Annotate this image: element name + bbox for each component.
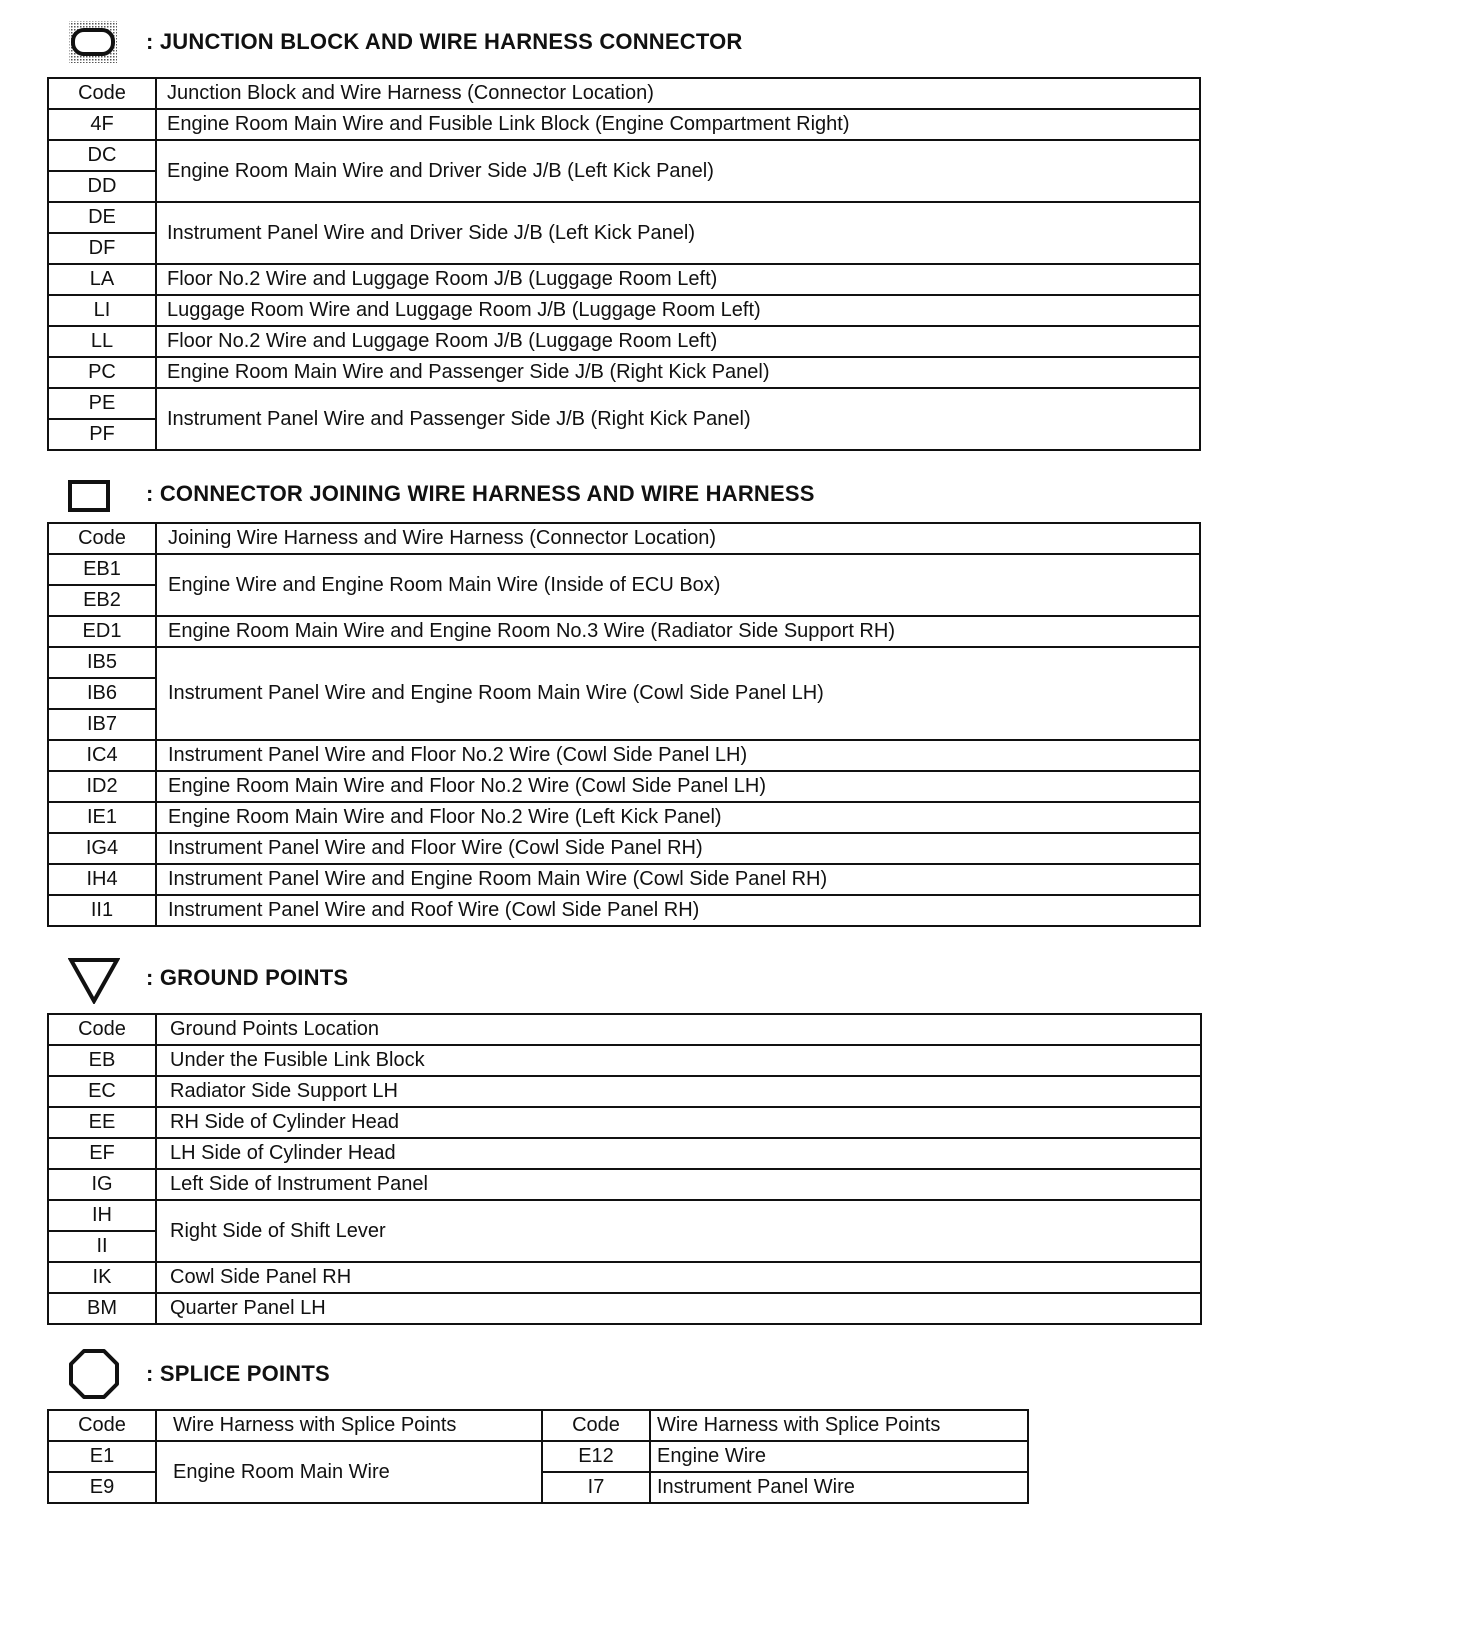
header-code: Code bbox=[48, 1014, 156, 1045]
row-description: Engine Room Main Wire bbox=[156, 1441, 542, 1503]
table-row bbox=[48, 1107, 1201, 1138]
table-row bbox=[48, 202, 1200, 233]
row-code: DE bbox=[48, 202, 156, 233]
ground-section-header bbox=[68, 952, 348, 1004]
row-description: Instrument Panel Wire and Driver Side J/B (Left Kick Panel) bbox=[156, 202, 1200, 264]
row-description: Instrument Panel Wire and Engine Room Main Wire (Cowl Side Panel RH) bbox=[156, 864, 1200, 895]
row-code: DD bbox=[48, 171, 156, 202]
row-description: Radiator Side Support LH bbox=[156, 1076, 1201, 1107]
row-code: IG4 bbox=[48, 833, 156, 864]
row-description: Floor No.2 Wire and Luggage Room J/B (Luggage Room Left) bbox=[156, 326, 1200, 357]
row-description: Engine Room Main Wire and Fusible Link Block (Engine Compartment Right) bbox=[156, 109, 1200, 140]
rounded-rectangle-shaded-icon bbox=[68, 16, 120, 68]
table-row bbox=[48, 1076, 1201, 1107]
row-description: Instrument Panel Wire and Floor No.2 Wire (Cowl Side Panel LH) bbox=[156, 740, 1200, 771]
row-code: IK bbox=[48, 1262, 156, 1293]
row-description: Engine Room Main Wire and Passenger Side J/B (Right Kick Panel) bbox=[156, 357, 1200, 388]
row-code: EF bbox=[48, 1138, 156, 1169]
header-code: Code bbox=[48, 523, 156, 554]
row-description: Right Side of Shift Lever bbox=[156, 1200, 1201, 1262]
row-code: II1 bbox=[48, 895, 156, 926]
table-row bbox=[48, 1293, 1201, 1324]
table-row bbox=[48, 895, 1200, 926]
row-code: BM bbox=[48, 1293, 156, 1324]
row-code: DC bbox=[48, 140, 156, 171]
row-code: EC bbox=[48, 1076, 156, 1107]
table-row bbox=[48, 802, 1200, 833]
row-code: E12 bbox=[542, 1441, 650, 1472]
table-row bbox=[48, 1045, 1201, 1076]
row-code: IH4 bbox=[48, 864, 156, 895]
row-code: E1 bbox=[48, 1441, 156, 1472]
table-row bbox=[48, 833, 1200, 864]
table-row bbox=[48, 1169, 1201, 1200]
row-code: EB1 bbox=[48, 554, 156, 585]
row-code: LA bbox=[48, 264, 156, 295]
row-code: EB2 bbox=[48, 585, 156, 616]
row-code: IG bbox=[48, 1169, 156, 1200]
table-header-row bbox=[48, 78, 1200, 109]
table-row bbox=[48, 771, 1200, 802]
row-code: LL bbox=[48, 326, 156, 357]
row-code: LI bbox=[48, 295, 156, 326]
inverted-triangle-icon bbox=[68, 952, 120, 1004]
row-description: Engine Room Main Wire and Engine Room No.3 Wire (Radiator Side Support RH) bbox=[156, 616, 1200, 647]
splice-section-title: : SPLICE POINTS bbox=[146, 1361, 330, 1386]
table-row bbox=[48, 357, 1200, 388]
table-header-row bbox=[48, 1410, 1028, 1441]
row-description: Engine Room Main Wire and Floor No.2 Wire (Left Kick Panel) bbox=[156, 802, 1200, 833]
row-code: PF bbox=[48, 419, 156, 450]
table-header-row bbox=[48, 1014, 1201, 1045]
row-code: I7 bbox=[542, 1472, 650, 1503]
splice-section-header bbox=[68, 1348, 330, 1400]
row-code: E9 bbox=[48, 1472, 156, 1503]
octagon-icon bbox=[68, 1348, 120, 1400]
row-description: RH Side of Cylinder Head bbox=[156, 1107, 1201, 1138]
junction-table bbox=[47, 77, 1201, 451]
row-description: Quarter Panel LH bbox=[156, 1293, 1201, 1324]
row-code: IC4 bbox=[48, 740, 156, 771]
table-header-row bbox=[48, 523, 1200, 554]
row-code: 4F bbox=[48, 109, 156, 140]
connector-table bbox=[47, 522, 1201, 927]
row-description: Cowl Side Panel RH bbox=[156, 1262, 1201, 1293]
header-desc-right: Wire Harness with Splice Points bbox=[650, 1410, 1028, 1441]
row-code: IB7 bbox=[48, 709, 156, 740]
header-description: Ground Points Location bbox=[156, 1014, 1201, 1045]
row-description: Engine Wire and Engine Room Main Wire (Inside of ECU Box) bbox=[156, 554, 1200, 616]
row-code: IB5 bbox=[48, 647, 156, 678]
row-description: Engine Wire bbox=[650, 1441, 1028, 1472]
row-description: LH Side of Cylinder Head bbox=[156, 1138, 1201, 1169]
table-row bbox=[48, 1262, 1201, 1293]
junction-section-title: : JUNCTION BLOCK AND WIRE HARNESS CONNECTOR bbox=[146, 29, 743, 54]
splice-table bbox=[47, 1409, 1029, 1504]
row-code: IB6 bbox=[48, 678, 156, 709]
table-row bbox=[48, 554, 1200, 585]
row-code: IE1 bbox=[48, 802, 156, 833]
row-description: Floor No.2 Wire and Luggage Room J/B (Luggage Room Left) bbox=[156, 264, 1200, 295]
row-description: Instrument Panel Wire and Passenger Side J/B (Right Kick Panel) bbox=[156, 388, 1200, 450]
row-description: Instrument Panel Wire and Floor Wire (Cowl Side Panel RH) bbox=[156, 833, 1200, 864]
header-code: Code bbox=[48, 78, 156, 109]
ground-table bbox=[47, 1013, 1202, 1325]
row-code: PE bbox=[48, 388, 156, 419]
ground-section-title: : GROUND POINTS bbox=[146, 965, 349, 990]
table-row bbox=[48, 740, 1200, 771]
row-code: EE bbox=[48, 1107, 156, 1138]
row-code: DF bbox=[48, 233, 156, 264]
row-code: II bbox=[48, 1231, 156, 1262]
table-row bbox=[48, 1441, 1028, 1472]
row-description: Under the Fusible Link Block bbox=[156, 1045, 1201, 1076]
row-description: Engine Room Main Wire and Floor No.2 Wire (Cowl Side Panel LH) bbox=[156, 771, 1200, 802]
header-description: Junction Block and Wire Harness (Connector Location) bbox=[156, 78, 1200, 109]
connector-section-title: : CONNECTOR JOINING WIRE HARNESS AND WIRE HARNESS bbox=[146, 481, 815, 506]
table-row bbox=[48, 326, 1200, 357]
row-code: ED1 bbox=[48, 616, 156, 647]
junction-section-header bbox=[68, 16, 743, 68]
table-row bbox=[48, 140, 1200, 171]
table-row bbox=[48, 864, 1200, 895]
row-description: Luggage Room Wire and Luggage Room J/B (Luggage Room Left) bbox=[156, 295, 1200, 326]
header-code-right: Code bbox=[542, 1410, 650, 1441]
header-desc-left: Wire Harness with Splice Points bbox=[156, 1410, 542, 1441]
table-row bbox=[48, 295, 1200, 326]
row-code: ID2 bbox=[48, 771, 156, 802]
rectangle-outline-icon bbox=[68, 468, 120, 520]
row-code: EB bbox=[48, 1045, 156, 1076]
row-code: PC bbox=[48, 357, 156, 388]
row-description: Engine Room Main Wire and Driver Side J/B (Left Kick Panel) bbox=[156, 140, 1200, 202]
row-description: Left Side of Instrument Panel bbox=[156, 1169, 1201, 1200]
header-description: Joining Wire Harness and Wire Harness (Connector Location) bbox=[156, 523, 1200, 554]
row-code: IH bbox=[48, 1200, 156, 1231]
connector-section-header bbox=[68, 468, 815, 520]
row-description: Instrument Panel Wire and Roof Wire (Cowl Side Panel RH) bbox=[156, 895, 1200, 926]
row-description: Instrument Panel Wire and Engine Room Main Wire (Cowl Side Panel LH) bbox=[156, 647, 1200, 740]
table-row bbox=[48, 109, 1200, 140]
table-row bbox=[48, 647, 1200, 678]
table-row bbox=[48, 264, 1200, 295]
header-code-left: Code bbox=[48, 1410, 156, 1441]
table-row bbox=[48, 616, 1200, 647]
table-row bbox=[48, 388, 1200, 419]
table-row bbox=[48, 1200, 1201, 1231]
row-description: Instrument Panel Wire bbox=[650, 1472, 1028, 1503]
table-row bbox=[48, 1138, 1201, 1169]
